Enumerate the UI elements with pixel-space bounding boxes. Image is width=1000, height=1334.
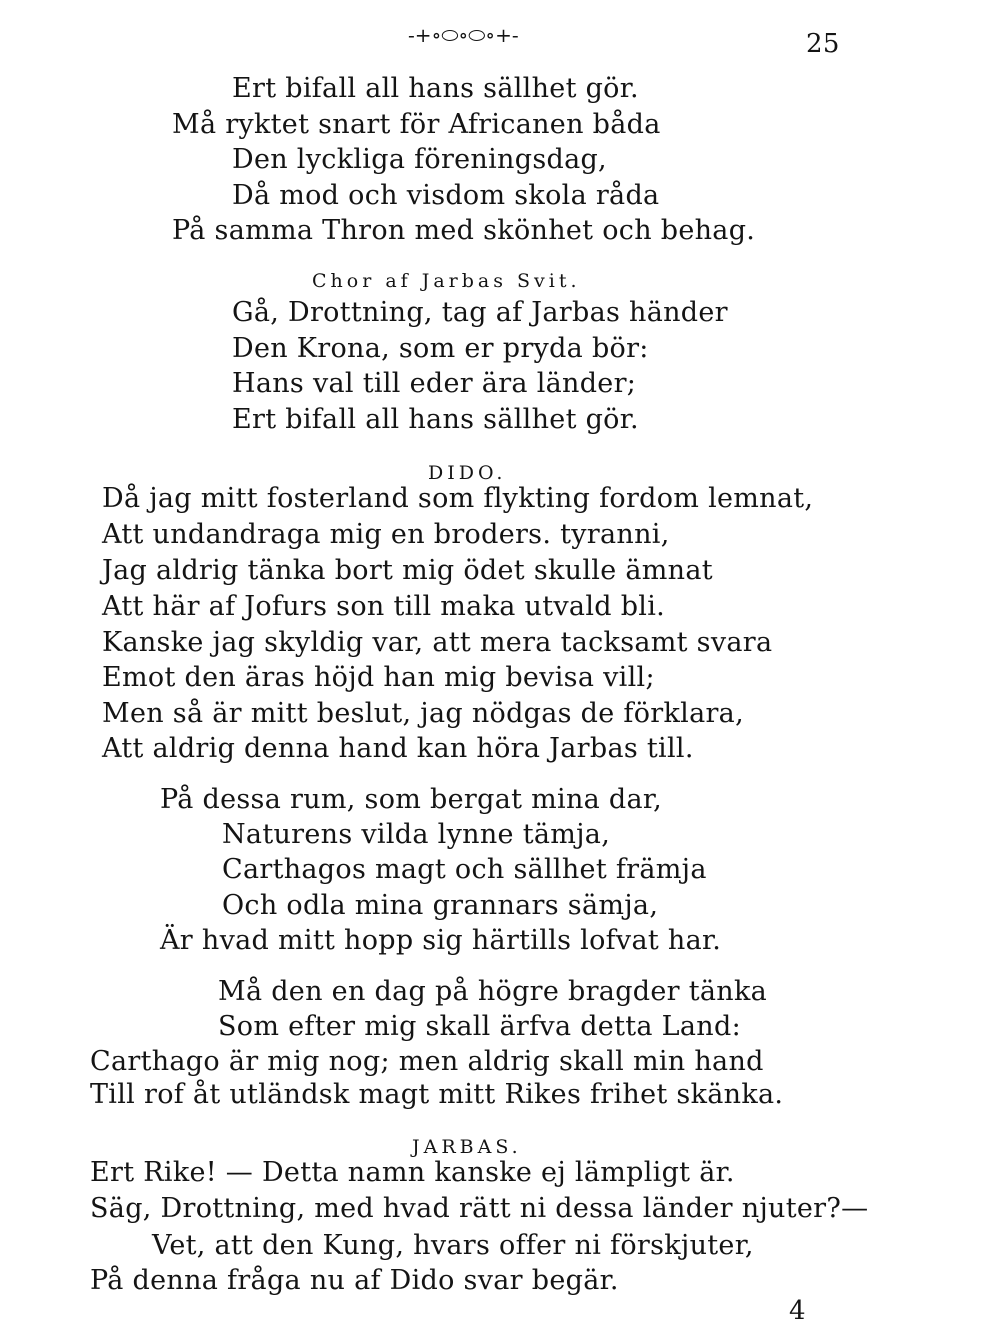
verse-line: På samma Thron med skönhet och behag. (172, 215, 756, 246)
verse-line: Må den en dag på högre bragder tänka (218, 976, 768, 1007)
verse-line: Carthagos magt och sällhet främja (222, 854, 707, 885)
signature-mark: 4 (789, 1296, 806, 1326)
verse-line: Jag aldrig tänka bort mig ödet skulle ämnat (102, 555, 713, 586)
verse-line: Att här af Jofurs son till maka utvald bli. (102, 591, 666, 622)
verse-line: Är hvad mitt hopp sig härtills lofvat har. (160, 925, 722, 956)
verse-line: Emot den äras höjd han mig bevisa vill; (102, 662, 655, 693)
verse-line: På dessa rum, som bergat mina dar, (160, 784, 663, 815)
speaker-heading: JARBAS. (412, 1136, 522, 1158)
header-ornament: -+∘⬭∘⬭∘+- (408, 23, 519, 47)
verse-line: Naturens vilda lynne tämja, (222, 819, 611, 850)
verse-line: Ert bifall all hans sällhet gör. (232, 73, 639, 104)
verse-line: Må ryktet snart för Africanen båda (172, 109, 661, 140)
verse-line: Säg, Drottning, med hvad rätt ni dessa länder njuter?— (90, 1193, 869, 1224)
page-number: 25 (806, 29, 840, 59)
verse-line: Gå, Drottning, tag af Jarbas händer (232, 297, 728, 328)
verse-line: Då jag mitt fosterland som flykting fordom lemnat, (102, 483, 814, 514)
verse-line: Vet, att den Kung, hvars offer ni förskjuter, (152, 1230, 754, 1261)
verse-line: Till rof åt utländsk magt mitt Rikes frihet skänka. (90, 1079, 784, 1110)
verse-line: Att aldrig denna hand kan höra Jarbas till. (102, 733, 694, 764)
verse-line: Och odla mina grannars sämja, (222, 890, 659, 921)
verse-line: Att undandraga mig en broders. tyranni, (102, 519, 670, 550)
verse-line: Den lyckliga föreningsdag, (232, 144, 607, 175)
verse-line: Kanske jag skyldig var, att mera tacksamt svara (102, 627, 773, 658)
verse-line: Hans val till eder ära länder; (232, 368, 637, 399)
verse-line: Som efter mig skall ärfva detta Land: (218, 1011, 741, 1042)
verse-line: Ert Rike! — Detta namn kanske ej lämpligt är. (90, 1157, 735, 1188)
speaker-heading: Chor af Jarbas Svit. (312, 270, 581, 292)
verse-line: Carthago är mig nog; men aldrig skall min hand (90, 1046, 764, 1077)
verse-line: Men så är mitt beslut, jag nödgas de förklara, (102, 698, 744, 729)
verse-line: Ert bifall all hans sällhet gör. (232, 404, 639, 435)
verse-line: På denna fråga nu af Dido svar begär. (90, 1265, 619, 1296)
verse-line: Den Krona, som er pryda bör: (232, 333, 649, 364)
verse-line: Då mod och visdom skola råda (232, 180, 660, 211)
speaker-heading: DIDO. (428, 462, 507, 484)
